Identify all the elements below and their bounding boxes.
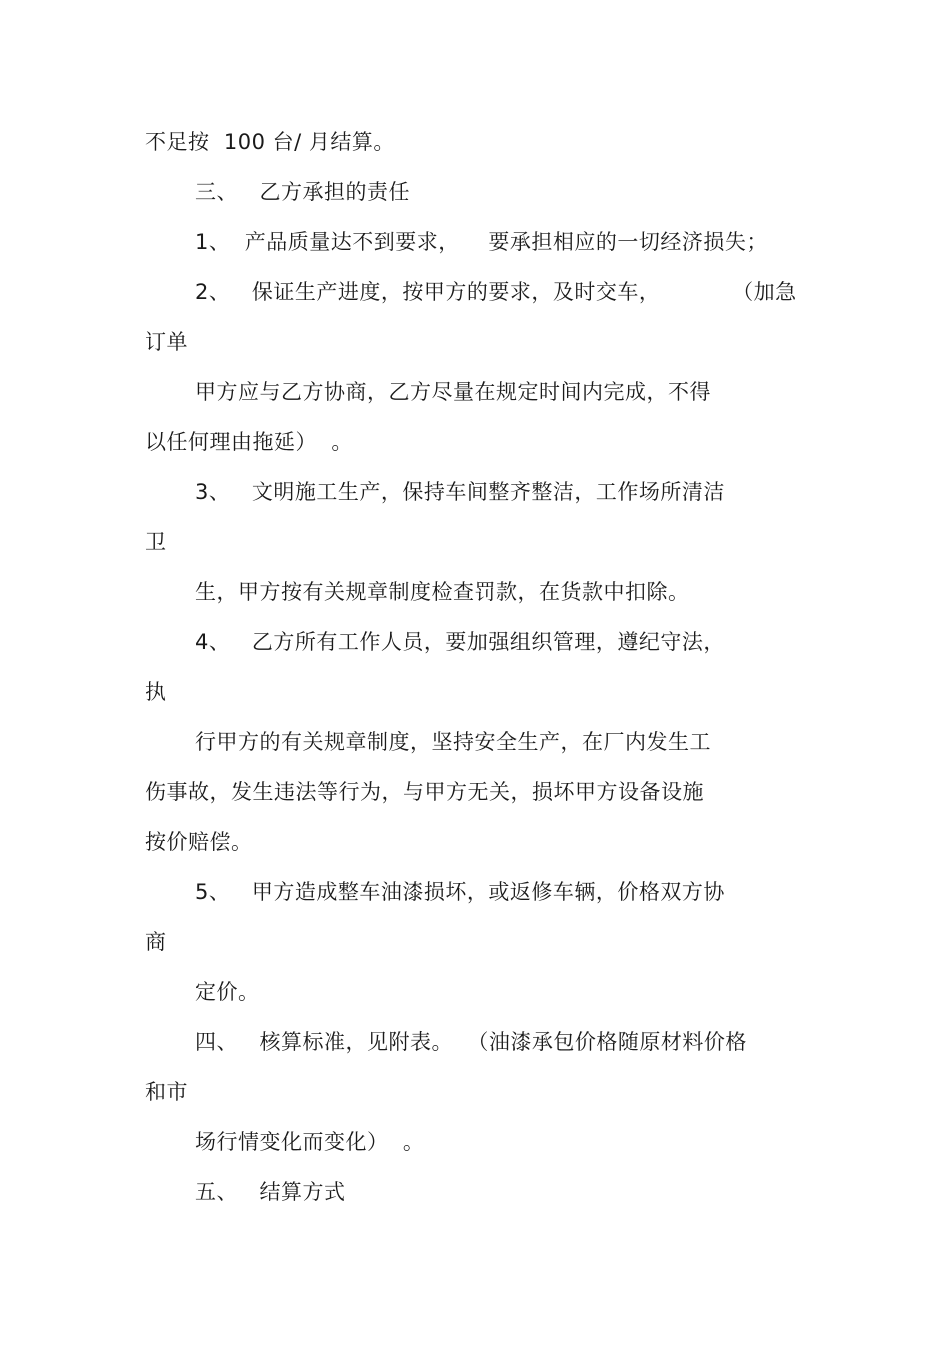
text-line: 生，甲方按有关规章制度检查罚款，在货款中扣除。: [195, 580, 690, 604]
text-line: 订单: [145, 330, 188, 354]
text-line: 1、 产品质量达不到要求， 要承担相应的一切经济损失；: [195, 230, 768, 254]
text-line: 以任何理由拖延） 。: [145, 430, 353, 454]
text-line: 5、 甲方造成整车油漆损坏，或返修车辆，价格双方协: [195, 880, 725, 904]
text-line: 3、 文明施工生产，保持车间整齐整洁，工作场所清洁: [195, 480, 725, 504]
section-heading: 五、 结算方式: [195, 1180, 346, 1204]
text-line: 甲方应与乙方协商，乙方尽量在规定时间内完成，不得: [195, 380, 711, 404]
text-line: 行甲方的有关规章制度，坚持安全生产，在厂内发生工: [195, 730, 711, 754]
text-line: 4、 乙方所有工作人员，要加强组织管理，遵纪守法，: [195, 630, 725, 654]
text-line: 定价。: [195, 980, 260, 1004]
text-line: 卫: [145, 530, 167, 554]
text-line: 不足按 100 台/ 月结算。: [145, 130, 395, 154]
text-line: 商: [145, 930, 167, 954]
text-line: 按价赔偿。: [145, 830, 253, 854]
section-heading: 三、 乙方承担的责任: [195, 180, 411, 204]
text-line: 执: [145, 680, 167, 704]
text-line: 和市: [145, 1080, 188, 1104]
section-heading: 四、 核算标准，见附表。 （油漆承包价格随原材料价格: [195, 1030, 747, 1054]
text-line: 伤事故，发生违法等行为，与甲方无关，损坏甲方设备设施: [145, 780, 704, 804]
text-line: 场行情变化而变化） 。: [195, 1130, 425, 1154]
text-line: 2、 保证生产进度，按甲方的要求，及时交车， （加急: [195, 280, 797, 304]
